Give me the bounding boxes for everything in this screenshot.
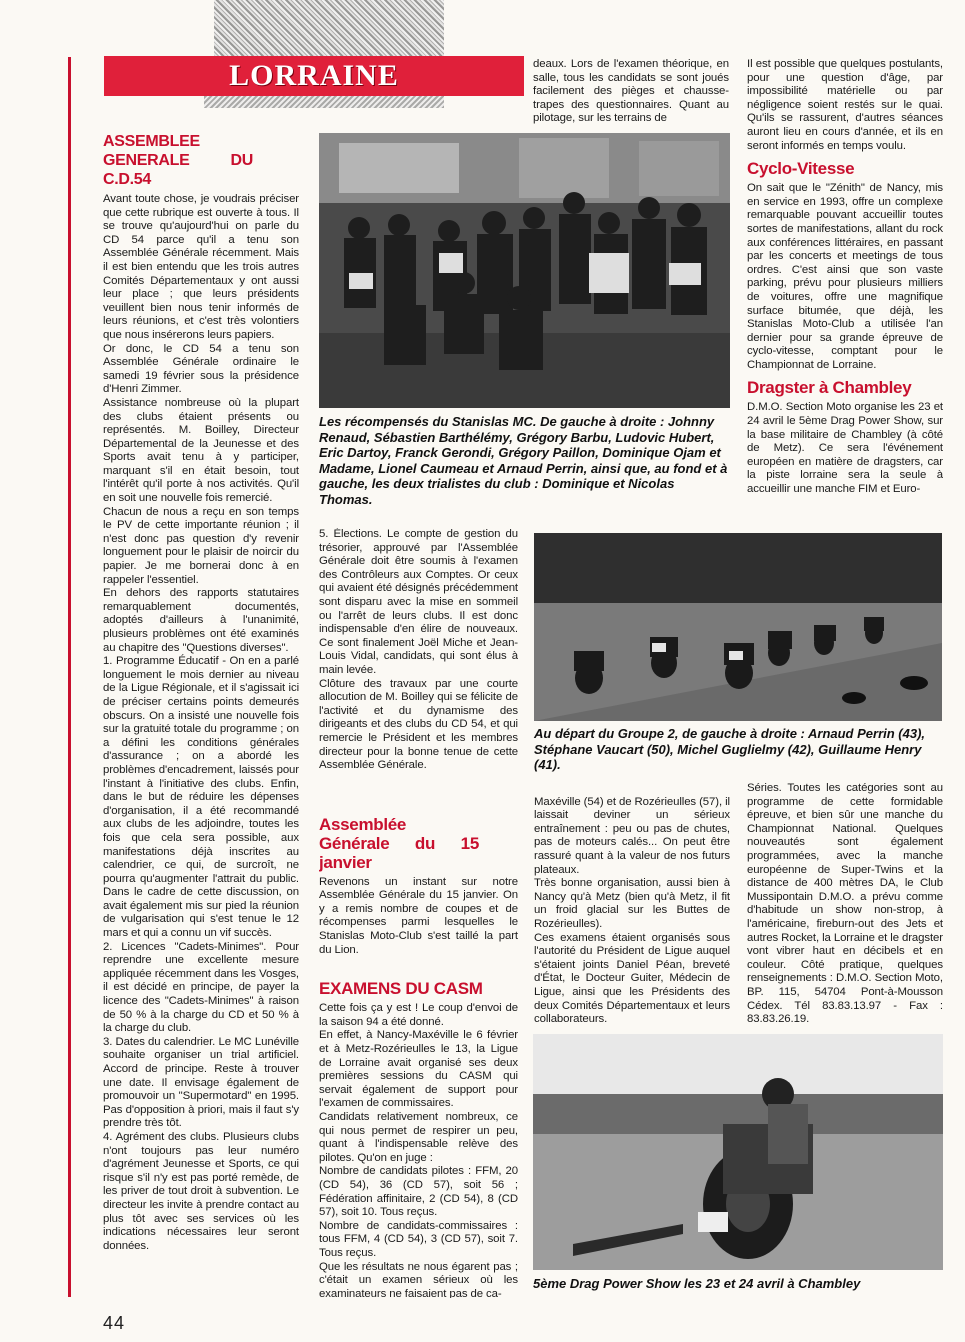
paragraph: Candidats relativement nombreux, ce qui nous permet de respirer un peu, quant à l'indispensable relève des pilotes. Qu'on en juge : [319,1111,518,1164]
photo-caption-group: Les récompensés du Stanislas MC. De gauche à droite : Johnny Renaud, Sébastien Barthélémy, Grégory Barbu, Ludovic Hubert, Eric Dartoy, Franck Gerondi, Grégory Paillon, Dominique Ojam et Madame, Lionel Caumeau et Arnaud Perrin, ainsi que, au fond et à gauche, les deux trialistes du club : Dominique et Nicolas Thomas. [319,414,728,507]
column-3b [747,782,943,1030]
column-2b [534,782,730,1030]
paragraph: Nombre de candidats-commissaires : tous FFM, 4 (CD 54), 3 (CD 57), soit 7. Tous reçus. [319,1219,518,1259]
paragraph: 1. Programme Éducatif - On en a parlé longuement le mois dernier au niveau de la Ligue Régionale, et il s'agissait ici de préciser certains points demeurés obscurs. On a insisté une nouvelle fois sur la gratuité totale du programme ; on a défini les conditions générales d'assurance ; on a abordé les problèmes d'encadrement, laissés pour l'instant à l'initiative des clubs. Enfin, dans le but de réduire les dépenses d'organisation, il a été recommandé aux clubs de les adjoindre, toutes les fois que cela sera possible, aux manifestations déjà inscrites au calendrier, ce qui, de surcroît, ne pourra qu'augmenter l'attrait du public. Dans le cadre de cette discussion, on avait également mis sur pied la réunion de vulgarisation qui s'est tenue le 12 mars et qui a connu un vif succès. [103,655,299,940]
paragraph: deaux. Lors de l'examen théorique, en salle, tous les candidats se sont joués facilement des pièges et chausse-trapes des questionnaires. Quant au pilotage, sur les terrains de [533,58,729,125]
paragraph: Or donc, le CD 54 a tenu son Assemblée Générale ordinaire le samedi 19 février sous la présidence d'Henri Zimmer. [103,342,299,396]
paragraph: Que les résultats ne nous égarent pas ; c'était un examen sérieux où les examinateurs ne faisaient pas de ca- [319,1260,518,1298]
banner-texture-bottom [204,94,444,108]
paragraph: Séries. Toutes les catégories sont au programme de cette formidable épreuve, et bien sûr une manche du Championnat National. Quelques nouveautés sont également programmées, avec la manche européenne de Super-Twins et la distance de 400 mètres DA, le Club Mussipontain D.M.O. a prévu comme d'habitude un show non-strop, à l'américaine, fireburn-out des Jets et autres Rocket, la Lorraine et le dragster vont vibrer haut en décibels et en couleur. Côté pratique, quelques renseignements : D.M.O. Section Moto, BP. 115, 54704 Pont-à-Mousson Cédex. Tél 83.83.13.97 - Fax : 83.83.26.19. [747,782,943,1026]
paragraph: En dehors des rapports statutaires remarquablement documentés, adoptés d'ailleurs à l'unanimité, plusieurs problèmes ont été examinés au chapitre des "Questions diverses". [103,587,299,654]
heading-ag-15-janvier: Assemblée Générale du 15 janvier [319,814,479,872]
photo-stanislas-group [319,133,730,408]
page-number: 44 [103,1313,126,1333]
heading-dragster: Dragster à Chambley [747,378,912,398]
paragraph: On sait que le "Zénith" de Nancy, mis en service en 1993, offre un complexe remarquable pouvant accueillir toutes sortes de manifestations, allant du rock aux conférences littéraires, en passant par les concerts et meetings de tous ordres. C'est ainsi que son vaste parking, prévu pour plusieurs milliers de voitures, offre une magnifique surface bitumée, que déjà, les Stanislas Moto-Club a utilisée l'an dernier pour sa grande épreuve de cyclo-vitesse, comptant pour le Championnat de Lorraine. [747,182,943,371]
section-title: LORRAINE [229,59,399,92]
paragraph: 4. Agrément des clubs. Plusieurs clubs n'ont toujours pas leur numéro d'agrément Jeunesse et Sports, ce qui risque s'il n'y est pas porté remède, de les priver de tout droit à subvention. Le directeur les invite à prendre contact au plus tôt avec ses services où les indications nécessaires leur seront données. [103,1130,299,1252]
column-2-lower [319,528,518,1298]
banner-texture-top [214,0,444,58]
paragraph-cloture: Clôture des travaux par une courte allocution de M. Boilley qui se félicite de l'activité et du dynamisme des dirigeants et des clubs du CD 54, et qui remercie le Président et les membres directeur pour la bonne tenue de cette Assemblée Générale. [319,677,518,772]
photo-dragster [533,1034,943,1270]
photo-race-start [534,533,942,721]
heading-cyclo-vitesse: Cyclo-Vitesse [747,159,855,179]
paragraph: En effet, à Nancy-Maxéville le 6 février et à Metz-Rozérieulles le 13, la Ligue de Lorraine avait organisé ses deux premières sessions du CASM qui servait également de support pour l'examen de commissaires. [319,1029,518,1110]
heading-assemblee-cd54: ASSEMBLEE GENERALE DU C.D.54 [103,133,253,188]
paragraph-elections: 5. Élections. Le compte de gestion du trésorier, approuvé par l'Assemblée Générale doit être soumis à l'examen des Contrôleurs aux Comptes. Or ceux qui avaient été désignés précédemment sont disparu avec la mise en sommeil ou l'arrêt de leurs clubs. Il est donc indispensable d'en élire de nouveaux. Ce sont finalement Joël Miche et Jean-Louis Vidal, candidats, qui sont élus à main levée. [319,528,518,676]
section-banner [104,56,524,96]
photo-caption-dragster: 5ème Drag Power Show les 23 et 24 avril à Chambley [533,1276,861,1291]
column-1 [103,126,299,1298]
paragraph: Nombre de candidats pilotes : FFM, 20 (CD 54), 36 (CD 57), soit 56 ; Fédération affinitaire, 2 (CD 54), 8 (CD 57), soit 10. Tous reçus. [319,1165,518,1219]
heading-examens-casm: EXAMENS DU CASM [319,979,483,999]
photo-dragster-illustration [533,1034,943,1270]
photo-race-illustration [534,533,942,721]
photo-caption-race: Au départ du Groupe 2, de gauche à droite : Arnaud Perrin (43), Stéphane Vaucart (50), Michel Guglielmy (42), Guillaume Henry (41). [534,726,926,772]
paragraph: Maxéville (54) et de Rozérieulles (57), il laissait deviner un sérieux entraînement : peu ou pas de chutes, pas de moteurs calés... On peut être rassuré quant à la valeur de nos futurs plateaux. Très bonne organisation, aussi bien à Nancy qu'à Metz (bien qu'à Metz, il fit un froid glacial sur les Buttes de Rozérieulles). Ces examens étaient organisés sous l'autorité du Président de Ligue auquel s'étaient joints Daniel Péan, breveté d'État, le Docteur Guiter, Médecin de Ligue, ainsi que les Présidents des deux Comités Départementaux et leurs collaborateurs. [534,795,730,1026]
paragraph: 3. Dates du calendrier. Le MC Lunéville souhaite organiser un trial artificiel. Accord de principe. Reste à trouver une date. Il envisage également de promouvoir un "Supermotard" en 1995. Pas d'opposition à priori, mais il faut s'y prendre très tôt. [103,1035,299,1130]
paragraph: Revenons un instant sur notre Assemblée Générale du 15 janvier. On y a remis nombre de coupes et de récompenses parmi lesquelles le Stanislas Moto-Club s'est taillé la part du Lion. [319,875,518,956]
paragraph: Avant toute chose, je voudrais préciser que cette rubrique est ouverte à tous. Il se trouve qu'aujourd'hui on parle du CD 54 parce qu'il a tenu son Assemblée Générale récemment. Mais il est bien entendu que les trois autres Comités Départementaux y ont aussi leur place ; que leurs présidents veuillent bien nous tenir informés de leurs réunions, et c'est très volontiers que nous insérerons leurs papiers. [103,193,299,341]
paragraph: Assistance nombreuse où la plupart des clubs étaient présents ou représentés. M. Boilley, Directeur Départemental de la Jeunesse et des Sports avait tenu à y participer, marquant s'il en était besoin, tout l'intérêt qu'il porte à nos activités. Qu'il en soit une nouvelle fois remercié. [103,396,299,505]
paragraph: Cette fois ça y est ! Le coup d'envoi de la saison 94 a été donné. [319,1002,518,1028]
paragraph: 2. Licences "Cadets-Minimes". Pour reprendre une excellente mesure appliquée récemment dans les Vosges, il est décidé en principe, de payer la licence des "Cadets-Minimes" à raison de 50 % à la charge du CD et 50 % à la charge du club. [103,940,299,1035]
column-3 [747,58,943,528]
paragraph: D.M.O. Section Moto organise les 23 et 24 avril le 5ème Drag Power Show, sur la base militaire de Chambley (à côté de Metz). Ce sera l'événement européen en matière de dragsters, car la piste lorraine sera la seule à accueillir une manche FIM et Euro- [747,401,943,496]
paragraph: Chacun de nous a reçu en son temps le PV de cette importante réunion ; il n'est donc pas question d'y revenir longuement pour le plaisir de noircir du papier. Je me bornerai donc à en rappeler l'essentiel. [103,505,299,586]
photo-group-illustration [319,133,730,408]
left-accent-rule [68,57,71,1297]
paragraph: Il est possible que quelques postulants, pour une question d'âge, par impossibilité matérielle ou par négligence soient restés sur le quai. Qu'ils se rassurent, d'autres séances auront lieu en cours d'année, et ils en seront informés en temps voulu. [747,58,943,152]
column-2-top [533,58,729,130]
